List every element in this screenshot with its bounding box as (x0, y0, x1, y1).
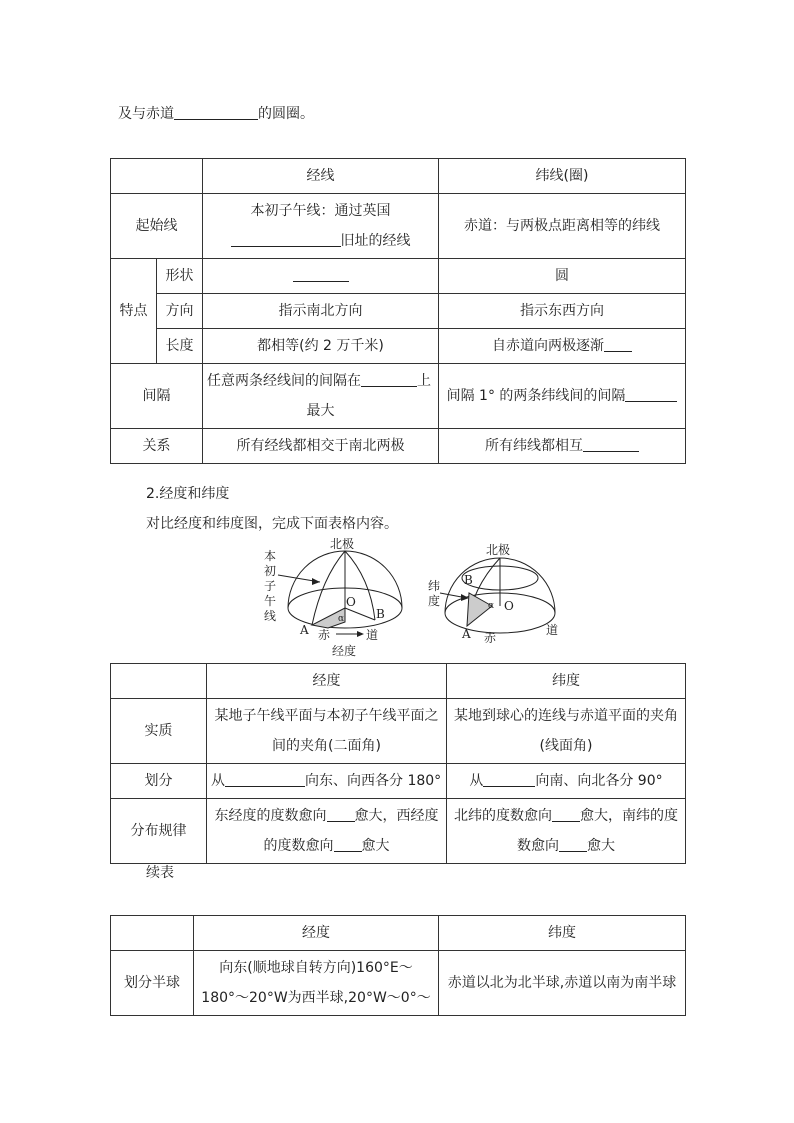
right-north-pole-label: 北极 (486, 543, 511, 557)
row-label-hemisphere: 划分半球 (111, 951, 194, 1016)
cell-hemisphere-latitude: 赤道以北为北半球,赤道以南为南半球 (439, 951, 686, 1016)
answer-blank[interactable] (483, 772, 535, 787)
header-latitude: 纬度 (447, 664, 686, 699)
latitude-diagram (428, 542, 558, 645)
right-lat-char-2: 度 (428, 594, 441, 608)
right-point-a: A (462, 627, 471, 641)
cell-hemisphere-longitude (194, 951, 439, 1016)
length-parallel-text: 自赤道向两极逐渐 (492, 338, 604, 354)
answer-blank[interactable] (334, 837, 362, 852)
relation-parallel-text: 所有纬线都相互 (485, 438, 583, 454)
division-latitude-a: 从 (469, 773, 484, 789)
left-meridian-char-5: 线 (264, 609, 277, 623)
answer-blank[interactable] (625, 387, 677, 402)
left-equator-arrow-head (357, 631, 364, 637)
row-label-division: 划分 (111, 764, 207, 799)
pattern-longitude-1b: 愈大，西经度 (354, 808, 439, 824)
division-longitude-b: 向东、向西各分 180° (305, 773, 442, 789)
pattern-latitude-2b: 愈大 (587, 838, 615, 854)
intro-text-after: 的圆圈。 (258, 106, 314, 122)
header-meridian: 经线 (203, 159, 439, 194)
right-equator-chi: 赤 (484, 631, 497, 645)
cell-division-latitude (447, 764, 686, 799)
row-label-essence: 实质 (111, 699, 207, 764)
cell-interval-parallel (439, 364, 686, 429)
pattern-latitude-1b: 愈大，南纬的度 (580, 808, 678, 824)
pattern-longitude-1a: 东经度的度数愈向 (214, 808, 327, 824)
section-instruction: 对比经度和纬度图，完成下面表格内容。 (146, 516, 398, 532)
pattern-longitude-line2 (211, 831, 442, 861)
right-equator-dao: 道 (546, 623, 559, 637)
intro-line (118, 103, 314, 123)
cell-shape-parallel: 圆 (439, 259, 686, 294)
left-point-a: A (300, 623, 309, 637)
cell-relation-meridian: 所有经线都相交于南北两极 (203, 429, 439, 464)
header-longitude: 经度 (194, 916, 439, 951)
left-point-b: B (376, 607, 385, 621)
left-equator-dao: 道 (366, 628, 379, 642)
answer-blank[interactable] (361, 372, 417, 387)
answer-blank[interactable] (225, 772, 305, 787)
header-parallel: 纬线(圈) (439, 159, 686, 194)
longitude-diagram (264, 538, 402, 658)
left-radius-ob (345, 608, 375, 620)
intro-text-before: 及与赤道 (118, 106, 174, 122)
row-label-interval: 间隔 (111, 364, 203, 429)
row-label-shape: 形状 (157, 259, 203, 294)
interval-meridian-text-a: 任意两条经线间的间隔在 (207, 373, 361, 389)
right-point-o: O (504, 599, 514, 613)
interval-parallel-text: 间隔 1° 的两条纬线间的间隔 (446, 388, 626, 404)
answer-blank[interactable] (559, 837, 587, 852)
start-meridian-line1: 本初子午线：通过英国 (250, 203, 391, 219)
cell-start-meridian (203, 194, 439, 259)
essence-longitude-line1: 某地子午线平面与本初子午线平面之 (214, 708, 439, 724)
pattern-longitude-line1 (211, 801, 442, 831)
cell-relation-parallel (439, 429, 686, 464)
left-meridian-char-3: 子 (264, 579, 277, 593)
answer-blank[interactable] (552, 807, 580, 822)
interval-meridian-line1 (207, 366, 434, 396)
answer-blank[interactable] (293, 267, 349, 282)
answer-blank[interactable] (231, 232, 341, 247)
interval-meridian-line2: 最大 (306, 403, 335, 419)
start-meridian-text: 旧址的经线 (340, 233, 411, 249)
start-meridian-line2 (207, 226, 434, 256)
cell-interval-meridian (203, 364, 439, 429)
header-longitude: 经度 (207, 664, 447, 699)
header-latitude: 纬度 (439, 916, 686, 951)
division-latitude-b: 向南、向北各分 90° (535, 773, 663, 789)
answer-blank[interactable] (327, 807, 355, 822)
cell-division-longitude (207, 764, 447, 799)
answer-blank[interactable] (604, 337, 632, 352)
row-label-length: 长度 (157, 329, 203, 364)
row-label-start: 起始线 (111, 194, 203, 259)
cell-pattern-longitude (207, 799, 447, 864)
cell-length-meridian: 都相等(约 2 万千米) (203, 329, 439, 364)
cell-start-parallel: 赤道：与两极点距离相等的纬线 (439, 194, 686, 259)
meridian-parallel-table (110, 158, 686, 464)
header-empty-cell (111, 159, 203, 194)
left-point-o: O (346, 595, 356, 609)
right-point-b: B (464, 573, 473, 587)
longitude-latitude-figure (250, 538, 570, 660)
cell-shape-meridian (203, 259, 439, 294)
hemisphere-longitude-line2: 180°～20°W为西半球,20°W～0°～ (201, 990, 431, 1006)
cell-essence-longitude (207, 699, 447, 764)
pattern-latitude-1a: 北纬的度数愈向 (454, 808, 552, 824)
cell-direction-meridian: 指示南北方向 (203, 294, 439, 329)
header-empty-cell (111, 664, 207, 699)
hemisphere-table (110, 915, 686, 1016)
row-label-relation: 关系 (111, 429, 203, 464)
division-longitude-a: 从 (211, 773, 225, 789)
cell-direction-parallel: 指示东西方向 (439, 294, 686, 329)
row-label-direction: 方向 (157, 294, 203, 329)
left-caption: 经度 (332, 644, 357, 658)
hemisphere-longitude-line1: 向东(顺地球自转方向)160°E～ (219, 960, 413, 976)
header-empty-cell (111, 916, 194, 951)
right-lat-char-1: 纬 (428, 579, 441, 593)
pattern-longitude-2a: 的度数愈向 (263, 838, 334, 854)
interval-meridian-text-b: 上 (417, 373, 431, 389)
essence-longitude-line2: 间的夹角(二面角) (272, 738, 381, 754)
left-arrow-head (312, 578, 320, 585)
cell-pattern-latitude (447, 799, 686, 864)
pattern-longitude-2b: 愈大 (361, 838, 390, 854)
row-label-pattern: 分布规律 (111, 799, 207, 864)
pattern-latitude-2a: 数愈向 (517, 838, 559, 854)
answer-blank[interactable] (583, 437, 639, 452)
section-heading: 2.经度和纬度 (146, 486, 230, 502)
pattern-latitude-line1 (451, 801, 681, 831)
left-meridian-char-1: 本 (264, 549, 277, 563)
right-alpha: α (488, 601, 495, 611)
essence-latitude-line1: 某地到球心的连线与赤道平面的夹角 (454, 708, 678, 724)
left-alpha: α (338, 614, 345, 624)
left-north-pole-label: 北极 (330, 538, 355, 551)
left-meridian-char-4: 午 (264, 594, 277, 608)
left-meridian-char-2: 初 (264, 564, 277, 578)
continued-table-label: 续表 (146, 865, 174, 881)
essence-latitude-line2: (线面角) (539, 738, 593, 754)
longitude-latitude-table (110, 663, 686, 864)
cell-length-parallel (439, 329, 686, 364)
left-equator-chi: 赤 (318, 628, 331, 642)
cell-essence-latitude (447, 699, 686, 764)
row-label-features: 特点 (111, 259, 157, 364)
answer-blank[interactable] (174, 105, 258, 120)
right-arrow-head (461, 594, 469, 601)
pattern-latitude-line2 (451, 831, 681, 861)
